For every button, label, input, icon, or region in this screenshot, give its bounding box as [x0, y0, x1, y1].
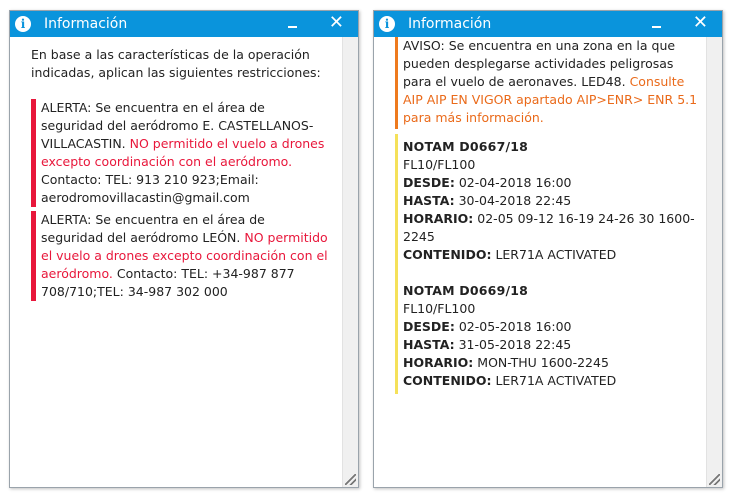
minimize-icon[interactable]	[650, 15, 664, 31]
notam-title: NOTAM D0669/18	[403, 283, 529, 298]
notam-desde: DESDE: 02-05-2018 16:00	[403, 319, 572, 334]
intro-text: En base a las características de la operación indicadas, aplican las siguientes restricciones:	[31, 47, 321, 80]
window-titlebar[interactable]	[374, 11, 722, 37]
window-titlebar[interactable]	[10, 11, 358, 37]
resize-grip-icon[interactable]	[345, 474, 356, 485]
notam-levels: FL10/FL100	[403, 301, 476, 316]
aviso-item	[395, 37, 706, 129]
window-content	[10, 37, 342, 487]
info-window-notams	[373, 10, 723, 488]
notam-hasta: HASTA: 31-05-2018 22:45	[403, 337, 572, 352]
notam-list	[395, 134, 706, 394]
scrollbar[interactable]	[342, 37, 358, 487]
alert-contact: Contacto: TEL: 913 210 923;Email: aerodromovillacastin@gmail.com	[41, 172, 259, 205]
alert-highlight: NO permitido el vuelo a drones excepto coordinación con el aeródromo.	[41, 230, 328, 281]
notam-contenido: CONTENIDO: LER71A ACTIVATED	[403, 373, 617, 388]
aviso-link[interactable]: Consulte AIP AIP EN VIGOR apartado AIP>ENR> ENR 5.1 para más información.	[403, 74, 698, 125]
alert-highlight: NO permitido el vuelo a drones excepto coordinación con el aeródromo.	[41, 136, 325, 169]
aviso-text: AVISO: Se encuentra en una zona en la que pueden desplegarse actividades peligrosas para el vuelo de aeronaves. LED48.	[403, 38, 676, 89]
close-icon[interactable]: ✕	[692, 12, 708, 33]
notam-horario: HORARIO: 02-05 09-12 16-19 24-26 30 1600-2245	[403, 211, 695, 244]
window-title: Información	[44, 16, 128, 32]
minimize-icon[interactable]	[286, 15, 300, 31]
info-window-restrictions	[9, 10, 359, 488]
info-icon: i	[379, 16, 395, 32]
alert-item	[31, 99, 330, 207]
notam-separator	[403, 264, 702, 282]
notam-title: NOTAM D0667/18	[403, 139, 529, 154]
alert-item	[31, 211, 330, 301]
window-content	[374, 37, 706, 487]
alert-text: ALERTA: Se encuentra en el área de seguridad del aeródromo E. CASTELLANOS-VILLACASTIN.	[41, 100, 314, 151]
close-icon[interactable]: ✕	[328, 12, 344, 33]
notam-contenido: CONTENIDO: LER71A ACTIVATED	[403, 247, 617, 262]
alert-contact: Contacto: TEL: +34-987 877 708/710;TEL: 34-987 302 000	[41, 266, 295, 299]
resize-grip-icon[interactable]	[709, 474, 720, 485]
notam-hasta: HASTA: 30-04-2018 22:45	[403, 193, 572, 208]
window-title: Información	[408, 16, 492, 32]
notam-desde: DESDE: 02-04-2018 16:00	[403, 175, 572, 190]
info-icon: i	[15, 16, 31, 32]
scrollbar[interactable]	[706, 37, 722, 487]
notam-levels: FL10/FL100	[403, 157, 476, 172]
notam-horario: HORARIO: MON-THU 1600-2245	[403, 355, 609, 370]
alert-text: ALERTA: Se encuentra en el área de seguridad del aeródromo LEÓN.	[41, 212, 265, 245]
